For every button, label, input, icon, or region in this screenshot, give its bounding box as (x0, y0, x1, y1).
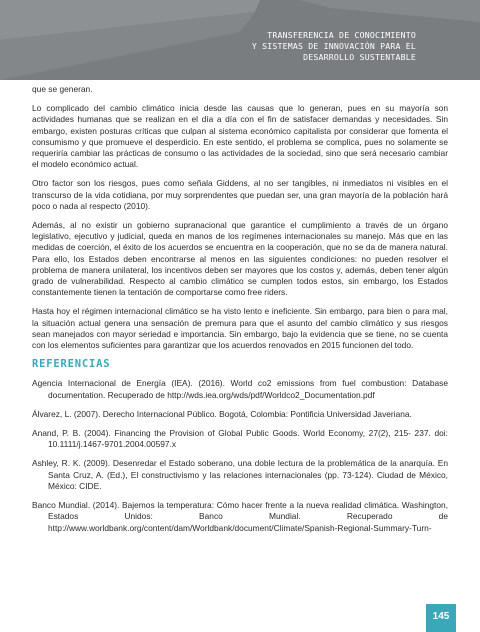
body-paragraph: Otro factor son los riesgos, pues como señala Giddens, al no ser tangibles, ni inmediatos ni visibles en el transcurso de la vida cotidiana, por muy sorprendentes que puedan ser, una gran mayoría de la población hará poco o nada al respecto (2010). (32, 178, 448, 211)
reference-item: Álvarez, L. (2007). Derecho Internacional Público. Bogotá, Colombia: Pontificia Universidad Javeriana. (32, 408, 412, 419)
references-title: REFERENCIAS (32, 358, 111, 371)
header-title-line: DESARROLLO SUSTENTABLE (303, 52, 416, 62)
header-title (252, 30, 416, 63)
body-paragraph: Además, al no existir un gobierno supranacional que garantice el cumplimiento a través de un órgano legislativo, ejecutivo y judicial, queda en manos de los regímenes internacionales su manejo. Más que en las medidas de coerción, el éxito de los acuerdos se encuentra en la cooperación, que no se da de manera natural. Para ello, los Estados deben encontrarse al menos en las siguientes condiciones: no pueden resolver el problema de manera unilateral, los incentivos deben ser mayores que los costos y, además, deben tener algún grado de vulnerabilidad. Respecto al cambio climático se cumplen todos estos, sin embargo, los Estados constantemente tienen la tentación de comportarse como free riders. (32, 220, 448, 298)
reference-item: Ashley, R. K. (2009). Desenredar el Estado soberano, una doble lectura de la problemática de la anarquía. En Santa Cruz, A. (Ed.), El constructivismo y las relaciones internacionales (pp. 73-124). Ciudad de México, México: CIDE. (32, 458, 448, 491)
page-header (0, 0, 480, 80)
reference-item: Banco Mundial. (2014). Bajemos la temperatura: Cómo hacer frente a la nueva realidad climática. Washington, Estados Unidos: Banco Mundial. Recuperado de http://www.worldbank.org/content/dam/Worldbank/document/Climate/Spanish-Regional-Summary-Turn- (32, 500, 448, 533)
header-title-line: TRANSFERENCIA DE CONOCIMIENTO (267, 30, 416, 40)
body-paragraph: Lo complicado del cambio climático inicia desde las causas que lo generan, pues en su mayoría son actividades humanas que se realizan en el día a día con el fin de satisfacer demandas y necesidades. Sin embargo, existen posturas críticas que culpan al sistema económico capitalista por considerar que fomenta el consumismo y que promueve el desperdicio. En este sentido, el problema se complica, pues no solamente se requeriría cambiar las prácticas de consumo o las actividades de la sociedad, sino que será necesario cambiar el modelo económico actual. (32, 103, 448, 170)
page-body (32, 84, 448, 542)
page-number: 145 (426, 604, 456, 632)
reference-item: Anand, P. B. (2004). Financing the Provision of Global Public Goods. World Economy, 27(2), 215- 237. doi: 10.1111/j.1467-9701.2004.00597.x (32, 428, 448, 450)
reference-item: Agencia Internacional de Energía (IEA). (2016). World co2 emissions from fuel combustion: Database documentation. Recuperado de http://wds.iea.org/wds/pdf/Worldco2_Documentation.pdf (32, 378, 448, 400)
header-title-line: Y SISTEMAS DE INNOVACIÓN PARA EL (251, 41, 416, 51)
body-paragraph: Hasta hoy el régimen internacional climático se ha visto lento e ineficiente. Sin embargo, para bien o para mal, la situación actual genera una sensación de premura para que el asunto del cambio climático y sus riesgos sean manejados con mayor seriedad e importancia. Sin embargo, bajo la evidencia que se tiene, no se cuenta con los elementos suficientes para garantizar que los acuerdos renovados en 2015 funcionen del todo. (32, 306, 448, 351)
body-intro-fragment: que se generan. (32, 84, 93, 94)
